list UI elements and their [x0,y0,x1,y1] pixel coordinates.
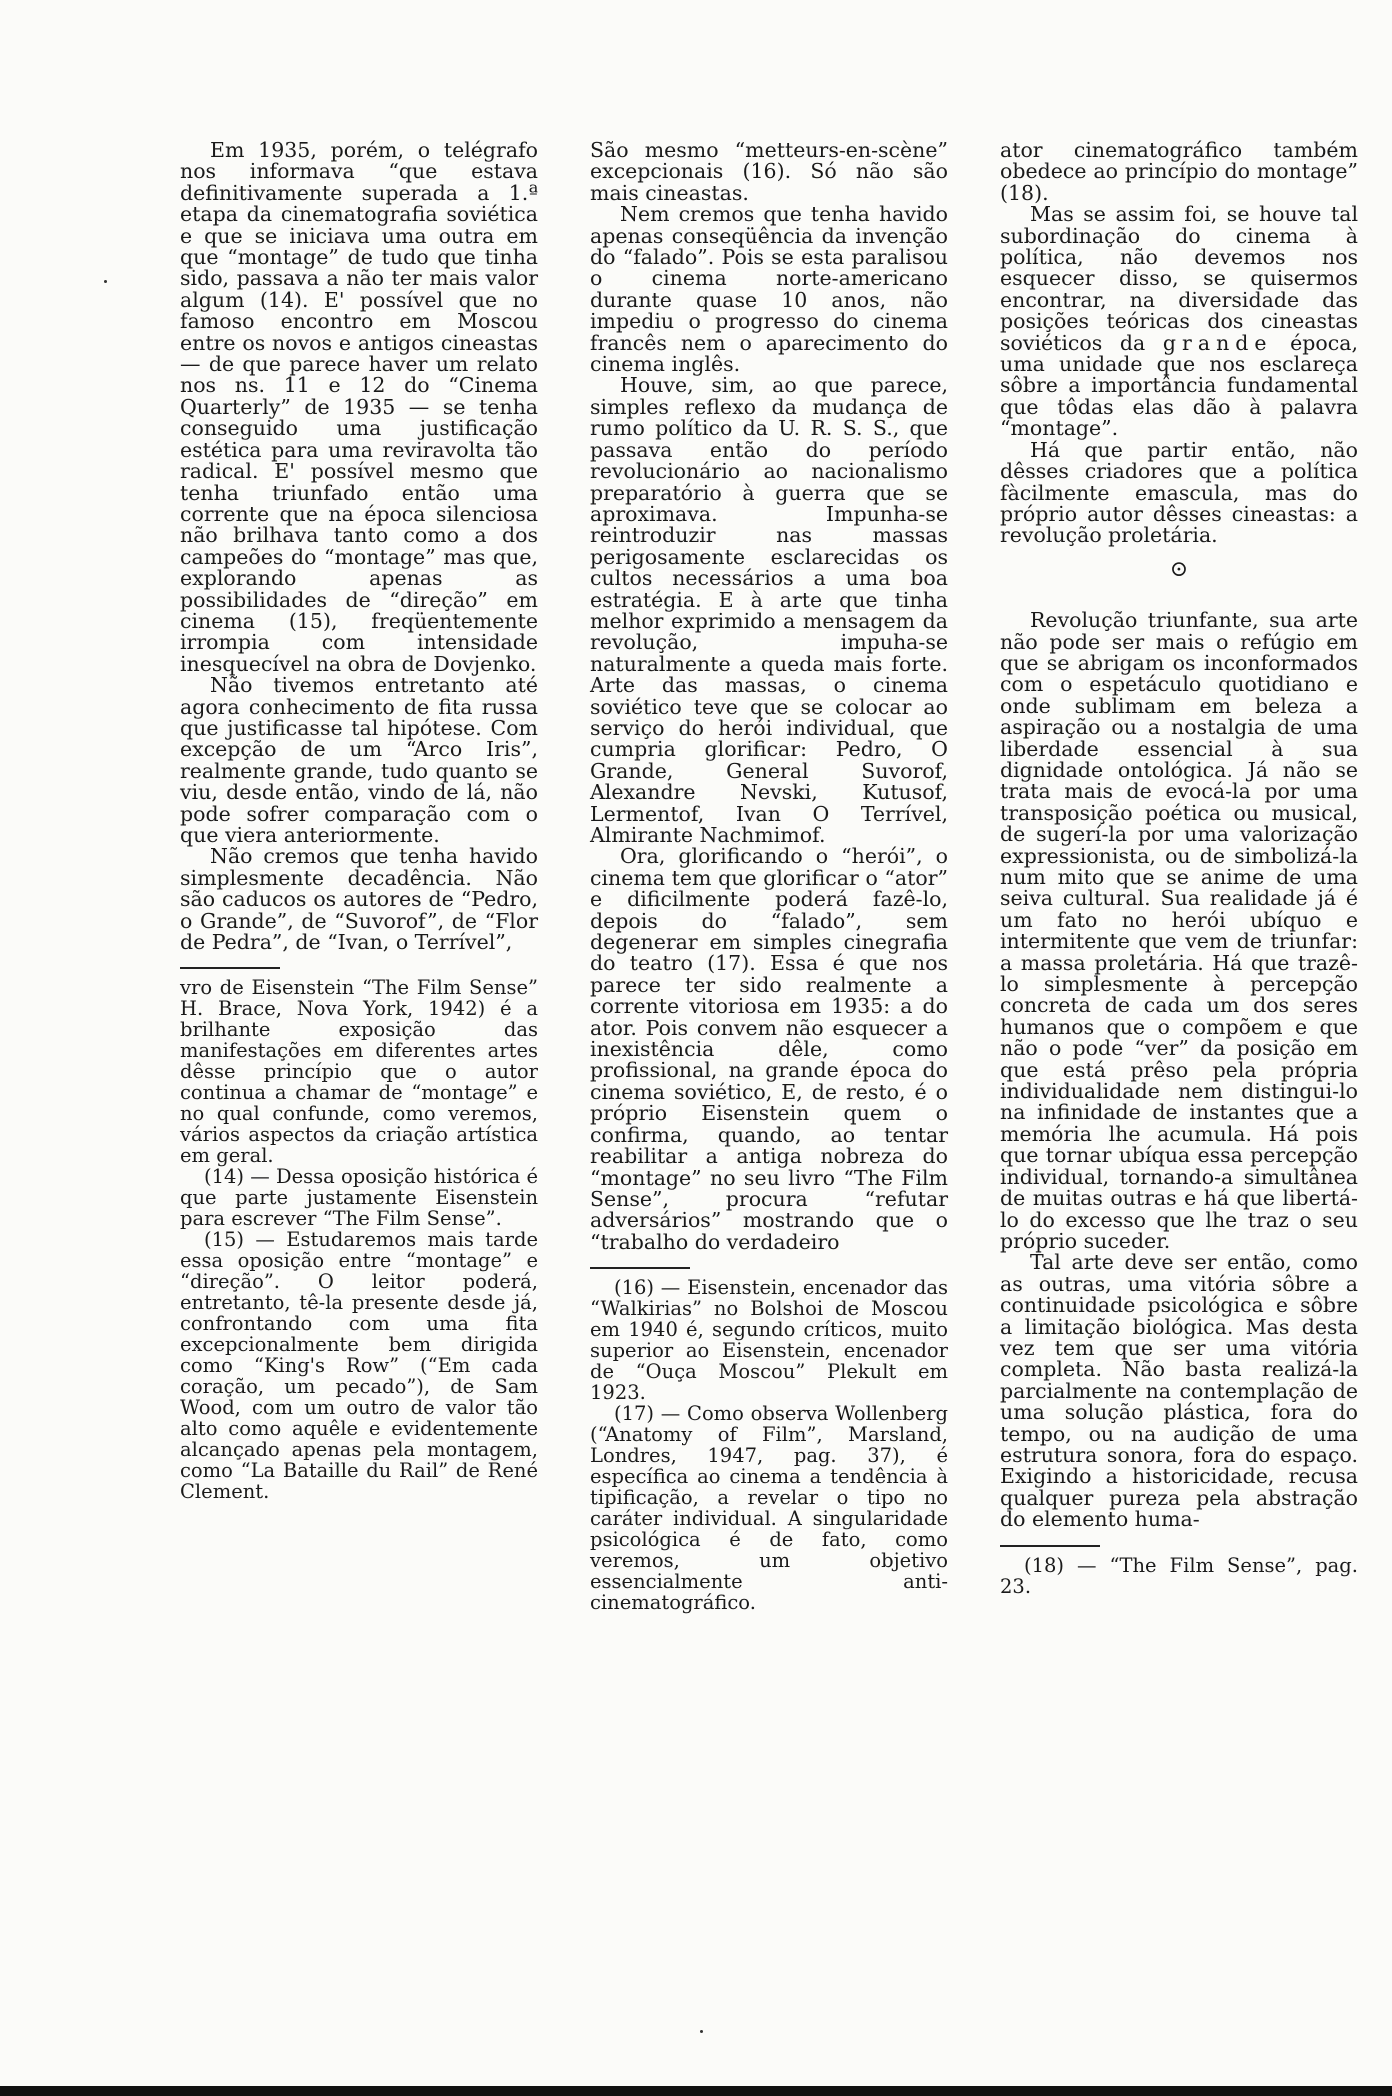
footnote-divider [1000,1545,1100,1547]
footnote-14: (14) — Dessa oposição histórica é que parte justamente Eisenstein para escrever “The Film Sense”. [180,1165,538,1231]
footnotes [1000,1555,1358,1597]
body-paragraph [1000,204,1358,439]
footnote-15: (15) — Estudaremos mais tarde essa oposição entre “montage” e “direção”. O leitor poderá, entretanto, tê-la presente desde já, confrontando com uma fita excepcionalmente bem dirigida como “King's Row” (“Em cada coração, um pecado”), de Sam Wood, com um outro de valor tão alto como aquêle e evidentemente alcançado apenas pela montagem, como “La Bataille du Rail” de René Clement. [180,1228,538,1504]
body-paragraph: São mesmo “metteurs-en-scène” excepcionais (16). Só não são mais cineastas. [590,138,948,205]
body-paragraph: Não cremos que tenha havido simplesmente decadência. Não são caducos os autores de “Pedro, o Grande”, de “Suvorof”, de “Flor de Pedra”, de “Ivan, o Terrível”, [180,844,538,955]
text-run: época, uma unidade que nos esclareça sôbre a importância fundamental que tôdas elas dão à palavra “montage”. [1000,330,1358,441]
body-paragraph: ator cinematográfico também obedece ao princípio do montage” (18). [1000,138,1358,205]
footnote-16: (16) — Eisenstein, encenador das “Walkirias” no Bolshoi de Moscou em 1940 é, segundo críticos, muito superior ao Eisenstein, encenador de “Ouça Moscou” Plekult em 1923. [590,1276,948,1405]
section-ornament-icon: ⊙ [1169,556,1189,582]
footnote-17: (17) — Como observa Wollenberg (“Anatomy of Film”, Marsland, Londres, 1947, pag. 37), é específica ao cinema a tendência à tipificação, a revelar o tipo no caráter individual. A singularidade psicológica é de fato, como veremos, um objetivo essencialmente anti-cinematográfico. [590,1402,948,1615]
text-run: Mas se assim foi, se houve tal subordinação do cinema à política, não devemos nos esquecer disso, se quisermos encontrar, na diversidade das posições teóricas dos cineastas soviéticos da [1000,202,1358,355]
footnotes [180,977,538,1502]
scan-speck [700,2030,703,2033]
scan-speck [104,280,107,283]
footnote-divider [180,967,280,969]
body-paragraph: Revolução triunfante, sua arte não pode ser mais o refúgio em que se abrigam os inconformados com o espetáculo quotidiano e onde sublimam em beleza a aspiração ou a nostalgia de uma liberdade essencial à sua dignidade ontológica. Já não se trata mais de evocá-la por uma transposição poética ou musical, de sugerí-la por uma valorização expressionista, ou de simbolizá-la num mito que se anime de uma seiva cultural. Sua realidade já é um fato no herói ubíquo e intermitente que vem de triunfar: a massa proletária. Há que trazê-lo simplesmente à percepção concreta de cada um dos seres humanos que o compõem e que não o pode “ver” da posição em que está prêso pela própria individualidade nem distingui-lo na infinidade de instantes que a memória lhe acumula. Há pois que tornar ubíqua essa percepção individual, tornando-a simultânea de muitas outras e há que libertá-lo do excesso que lhe traz o seu próprio suceder. [1000,608,1358,1253]
footnotes [590,1277,948,1613]
footnote-18: (18) — “The Film Sense”, pag. 23. [1000,1553,1358,1598]
footnote-continuation: vro de Eisenstein “The Film Sense” H. Brace, Nova York, 1942) é a brilhante exposição das manifestações em diferentes artes dêsse princípio que o autor continua a chamar de “montage” e no qual confunde, como veremos, vários aspectos da criação artística em geral. [180,976,538,1168]
footnote-divider [590,1267,690,1269]
body-paragraph: Ora, glorificando o “herói”, o cinema tem que glorificar o “ator” e dificilmente poderá fazê-lo, depois do “falado”, sem degenerar em simples cinegrafia do teatro (17). Essa é que nos parece ter sido realmente a corrente vitoriosa em 1935: a do ator. Pois convem não esquecer a inexistência dêle, como profissional, na grande época do cinema soviético, E, de resto, é o próprio Eisenstein quem o confirma, quando, ao tentar reabilitar a antiga nobreza do “montage” no seu livro “The Film Sense”, procura “refutar adversários” mostrando que o “trabalho do verdadeiro [590,844,948,1254]
body-paragraph: Tal arte deve ser então, como as outras, uma vitória sôbre a continuidade psicológica e sôbre a limitação biológica. Mas desta vez tem que ser uma vitória completa. Não basta realizá-la parcialmente na contemplação de uma solução plástica, fora do tempo, ou na audição de uma estrutura sonora, fora do espaço. Exigindo a historicidade, recusa qualquer pureza pela abstração do elemento huma- [1000,1250,1358,1532]
spaced-word: grande [1162,330,1273,355]
page-bottom-edge [0,2086,1392,2096]
body-paragraph: Em 1935, porém, o telégrafo nos informava “que estava definitivamente superada a 1.ª etapa da cinematografia soviética e que se iniciava uma outra em que “montage” de tudo que tinha sido, passava a não ter mais valor algum (14). E' possível que no famoso encontro em Moscou entre os novos e antigos cineastas — de que parece haver um relato nos ns. 11 e 12 do “Cinema Quarterly” de 1935 — se tenha conseguido uma justificação estética para uma reviravolta tão radical. E' possível mesmo que tenha triunfado então uma corrente que na época silenciosa não brilhava tanto como a dos campeões do “montage” mas que, explorando apenas as possibilidades de “direção” em cinema (15), freqüentemente irrompia com intensidade inesquecível na obra de Dovjenko. [180,138,538,676]
column-3 [1000,140,1358,1597]
body-paragraph: Houve, sim, ao que parece, simples reflexo da mudança de rumo político da U. R. S. S., que passava então do período revolucionário ao nacionalismo preparatório à guerra que se aproximava. Impunha-se reintroduzir nas massas perigosamente esclarecidas os cultos necessários a uma boa estratégia. E à arte que tinha melhor exprimido a mensagem da revolução, impuha-se naturalmente a queda mais forte. Arte das massas, o cinema soviético teve que se colocar ao serviço do herói individual, que cumpria glorificar: Pedro, O Grande, General Suvorof, Alexandre Nevski, Kutusof, Lermentof, Ivan O Terrível, Almirante Nachmimof. [590,373,948,847]
body-paragraph: Nem cremos que tenha havido apenas conseqüência da invenção do “falado”. Pois se esta paralisou o cinema norte-americano durante quase 10 anos, não impediu o progresso do cinema francês nem o aparecimento do cinema inglês. [590,202,948,377]
body-paragraph: Há que partir então, não dêsses criadores que a política fàcilmente emascula, mas do próprio autor dêsses cineastas: a revolução proletária. [1000,437,1358,548]
column-2 [590,140,948,1613]
body-paragraph: Não tivemos entretanto até agora conhecimento de fita russa que justificasse tal hipótese. Com excepção de um “Arco Iris”, realmente grande, tudo quanto se viu, desde então, vindo de lá, não pode sofrer comparação com o que viera anteriormente. [180,673,538,847]
column-1 [180,140,538,1502]
